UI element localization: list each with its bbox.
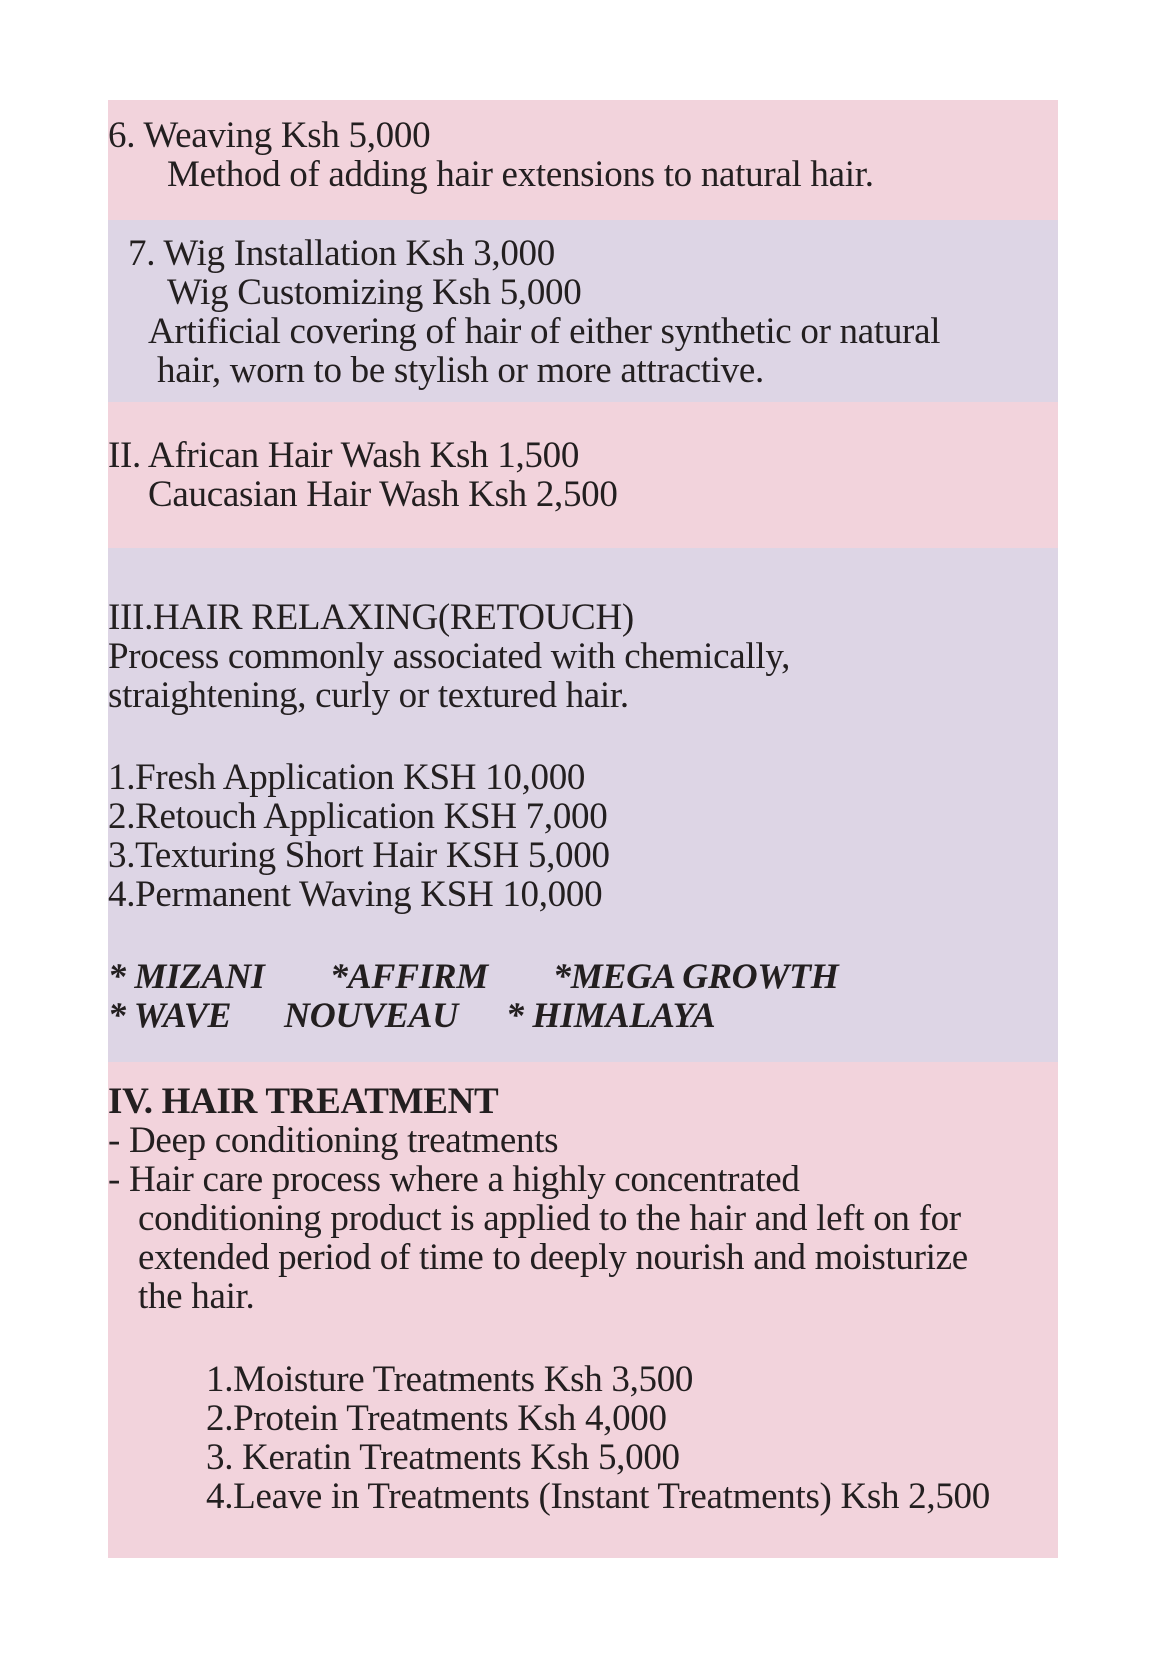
hair-wash-section	[108, 402, 1058, 548]
brand-wave: * WAVE	[108, 995, 232, 1035]
hair-relaxing-section	[108, 548, 1058, 1062]
hair-treatment-section	[108, 1062, 1058, 1558]
treatment-bullet-2-line-1: - Hair care process where a highly concentrated	[108, 1159, 800, 1200]
relaxing-heading: III.HAIR RELAXING(RETOUCH)	[108, 597, 634, 638]
relaxing-description-line-2: straightening, curly or textured hair.	[108, 675, 629, 716]
relaxing-item-retouch-application: 2.Retouch Application KSH 7,000	[108, 796, 608, 837]
brand-mega-growth: *MEGA GROWTH	[553, 956, 839, 996]
weaving-title: 6. Weaving Ksh 5,000	[108, 115, 431, 156]
treatment-bullet-2-line-4: the hair.	[138, 1276, 255, 1317]
brand-affirm: *AFFIRM	[330, 956, 488, 996]
relaxing-item-fresh-application: 1.Fresh Application KSH 10,000	[108, 757, 586, 798]
relaxing-item-permanent-waving: 4.Permanent Waving KSH 10,000	[108, 874, 603, 915]
treatment-bullet-2-line-2: conditioning product is applied to the hair and left on for	[138, 1198, 961, 1239]
wig-installation: 7. Wig Installation Ksh 3,000	[128, 233, 555, 274]
treatment-bullet-2-line-3: extended period of time to deeply nourish and moisturize	[138, 1237, 968, 1278]
weaving-description: Method of adding hair extensions to natural hair.	[167, 154, 874, 195]
wig-customizing: Wig Customizing Ksh 5,000	[167, 272, 582, 313]
treatment-item-keratin: 3. Keratin Treatments Ksh 5,000	[206, 1437, 680, 1478]
wig-description-line-1: Artificial covering of hair of either synthetic or natural	[148, 311, 941, 352]
relaxing-description-line-1: Process commonly associated with chemically,	[108, 636, 791, 677]
brand-mizani: * MIZANI	[108, 956, 265, 996]
weaving-section	[108, 100, 1058, 220]
wig-description-line-2: hair, worn to be stylish or more attractive.	[157, 350, 764, 391]
relaxing-item-texturing-short-hair: 3.Texturing Short Hair KSH 5,000	[108, 835, 610, 876]
treatment-heading: IV. HAIR TREATMENT	[108, 1081, 499, 1122]
treatment-item-protein: 2.Protein Treatments Ksh 4,000	[206, 1398, 667, 1439]
treatment-item-leave-in: 4.Leave in Treatments (Instant Treatments) Ksh 2,500	[206, 1476, 990, 1517]
wig-section	[108, 220, 1058, 402]
treatment-bullet-1: - Deep conditioning treatments	[108, 1120, 559, 1161]
treatment-item-moisture: 1.Moisture Treatments Ksh 3,500	[206, 1359, 694, 1400]
brand-nouveau: NOUVEAU	[284, 995, 458, 1035]
caucasian-hair-wash: Caucasian Hair Wash Ksh 2,500	[148, 474, 618, 515]
brand-himalaya: * HIMALAYA	[506, 995, 716, 1035]
african-hair-wash: II. African Hair Wash Ksh 1,500	[108, 435, 580, 476]
